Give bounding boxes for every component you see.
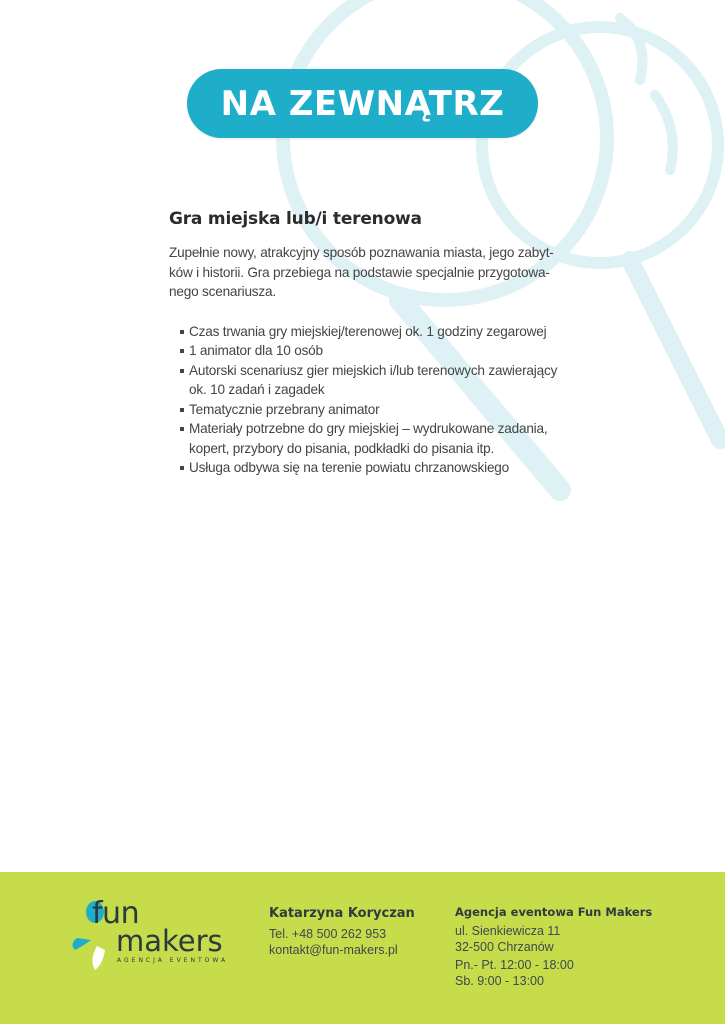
logo-tagline: AGENCJA EVENTOWA bbox=[117, 957, 229, 964]
intro-line: Zupełnie nowy, atrakcyjny sposób poznawania miasta, jego zabyt- bbox=[169, 245, 554, 260]
agency-street: ul. Sienkiewicza 11 bbox=[455, 924, 561, 938]
list-item-text: Usługa odbywa się na terenie powiatu chrzanowskiego bbox=[189, 460, 510, 475]
bullet-icon bbox=[180, 349, 184, 353]
section-heading: Gra miejska lub/i terenowa bbox=[169, 209, 422, 229]
bullet-icon bbox=[180, 427, 184, 431]
agency-hours-saturday: Sb. 9:00 - 13:00 bbox=[455, 973, 544, 988]
list-item-text: kopert, przybory do pisania, podkładki do pisania itp. bbox=[189, 440, 495, 456]
agency-block bbox=[455, 905, 652, 989]
bullet-icon bbox=[180, 330, 184, 334]
bullet-icon bbox=[180, 369, 184, 373]
list-item-text: ok. 10 zadań i zagadek bbox=[189, 382, 325, 397]
list-item bbox=[169, 322, 569, 342]
list-item-text: Tematycznie przebrany animator bbox=[189, 401, 380, 417]
list-item-text: Materiały potrzebne do gry miejskiej – wydrukowane zadania, bbox=[189, 421, 548, 436]
page-title: NA ZEWNĄTRZ bbox=[220, 83, 505, 124]
main-content bbox=[169, 209, 569, 478]
list-item bbox=[169, 458, 569, 478]
contact-name: Katarzyna Koryczan bbox=[269, 906, 415, 921]
intro-line: ków i historii. Gra przebiega na podstawie specjalnie przygotowa- bbox=[169, 264, 550, 280]
list-item bbox=[169, 361, 569, 400]
list-item bbox=[169, 341, 569, 361]
list-item-text: Autorski scenariusz gier miejskich i/lub terenowych zawierający bbox=[189, 362, 558, 378]
agency-name: Agencja eventowa Fun Makers bbox=[455, 905, 653, 919]
contact-block bbox=[269, 906, 415, 958]
page-title-banner bbox=[187, 69, 538, 138]
intro-line: nego scenariusza. bbox=[169, 284, 276, 299]
list-item bbox=[169, 400, 569, 420]
contact-phone: Tel. +48 500 262 953 bbox=[269, 927, 387, 941]
bullet-icon bbox=[180, 466, 184, 470]
feature-list bbox=[169, 322, 569, 478]
contact-email: kontakt@fun-makers.pl bbox=[269, 943, 398, 957]
intro-paragraph bbox=[169, 243, 569, 302]
list-item-text: Czas trwania gry miejskiej/terenowej ok. 1 godziny zegarowej bbox=[189, 323, 547, 339]
agency-city: 32-500 Chrzanów bbox=[455, 939, 554, 954]
logo-word-fun: fun bbox=[92, 896, 140, 931]
list-item bbox=[169, 419, 569, 458]
bullet-icon bbox=[180, 408, 184, 412]
list-item-text: 1 animator dla 10 osób bbox=[189, 343, 323, 358]
logo-word-makers: makers bbox=[116, 924, 223, 958]
agency-hours-weekday: Pn.- Pt. 12:00 - 18:00 bbox=[455, 958, 574, 972]
